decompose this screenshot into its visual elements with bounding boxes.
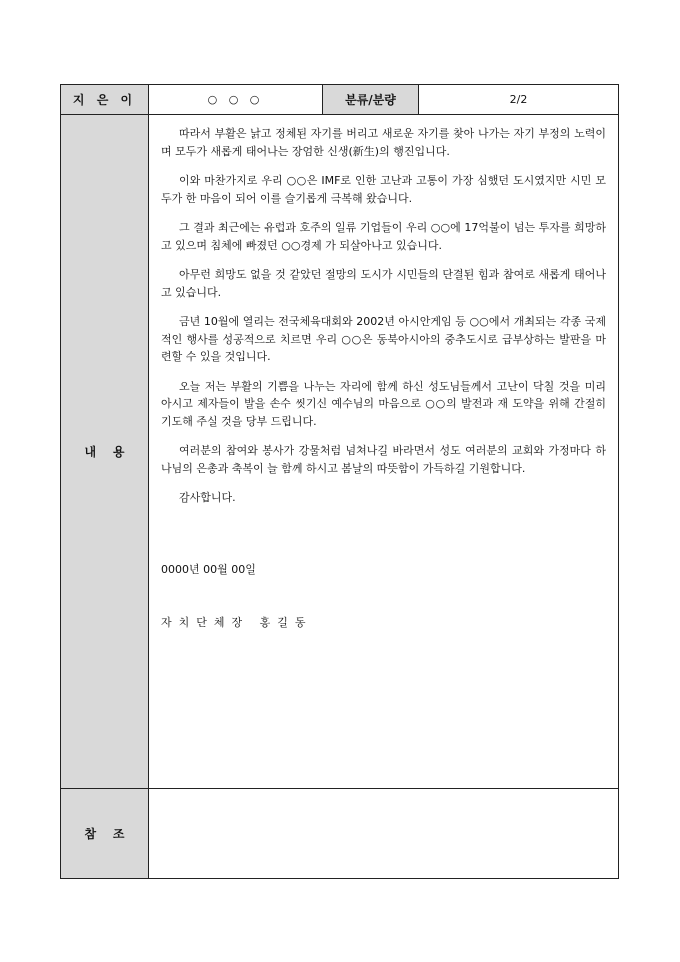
reference-label: 참 조 (61, 789, 149, 879)
paragraph: 그 결과 최근에는 유럽과 호주의 일류 기업들이 우리 ○○에 17억불이 넘는 투자를 희망하고 있으며 침체에 빠졌던 ○○경제 가 되살아나고 있습니다. (161, 221, 606, 252)
paragraph: 오늘 저는 부활의 기쁨을 나누는 자리에 함께 하신 성도님들께서 고난이 닥칠 것을 미리 아시고 제자들이 발을 손수 씻기신 예수님의 마음으로 ○○의 발전과 재 도약을 위해 간절히 기도해 주실 것을 당부 드립니다. (161, 379, 606, 428)
author-value: ○ ○ ○ (149, 85, 323, 115)
author-label: 지 은 이 (61, 85, 149, 115)
paragraph: 따라서 부활은 낡고 정체된 자기를 버리고 새로운 자기를 찾아 나가는 자기 부정의 노력이며 모두가 새롭게 태어나는 장엄한 신생(新生)의 행진입니다. (161, 127, 606, 158)
closing-thanks: 감사합니다. (179, 491, 236, 504)
header-row (61, 85, 619, 115)
paragraph: 금년 10월에 열리는 전국체육대회와 2002년 아시안게임 등 ○○에서 개최되는 각종 국제적인 행사를 성공적으로 치르면 우리 ○○은 동북아시아의 중추도시로 급부상하는 발판을 마련할 수 있을 것입니다. (161, 315, 606, 363)
content-body (149, 115, 619, 789)
category-value: 2/2 (419, 85, 619, 115)
document-date: 0000년 00월 00일 (161, 562, 256, 576)
content-row (61, 115, 619, 789)
paragraph: 아무런 희망도 없을 것 같았던 절망의 도시가 시민들의 단결된 힘과 참여로 새롭게 태어나고 있습니다. (161, 268, 606, 299)
document-form (60, 84, 619, 879)
category-label: 분류/분량 (323, 85, 419, 115)
reference-value (149, 789, 619, 879)
signer-name: 자치단체장 홍길동 (161, 616, 313, 629)
paragraph: 이와 마찬가지로 우리 ○○은 IMF로 인한 고난과 고통이 가장 심했던 도시였지만 시민 모두가 한 마음이 되어 이를 슬기롭게 극복해 왔습니다. (161, 174, 606, 205)
paragraph: 여러분의 참여와 봉사가 강물처럼 넘쳐나길 바라면서 성도 여러분의 교회와 가정마다 하나님의 은총과 축복이 늘 함께 하시고 봄날의 따뜻함이 가득하길 기원합니다. (161, 444, 606, 475)
content-label: 내 용 (61, 115, 149, 789)
reference-row (61, 789, 619, 879)
